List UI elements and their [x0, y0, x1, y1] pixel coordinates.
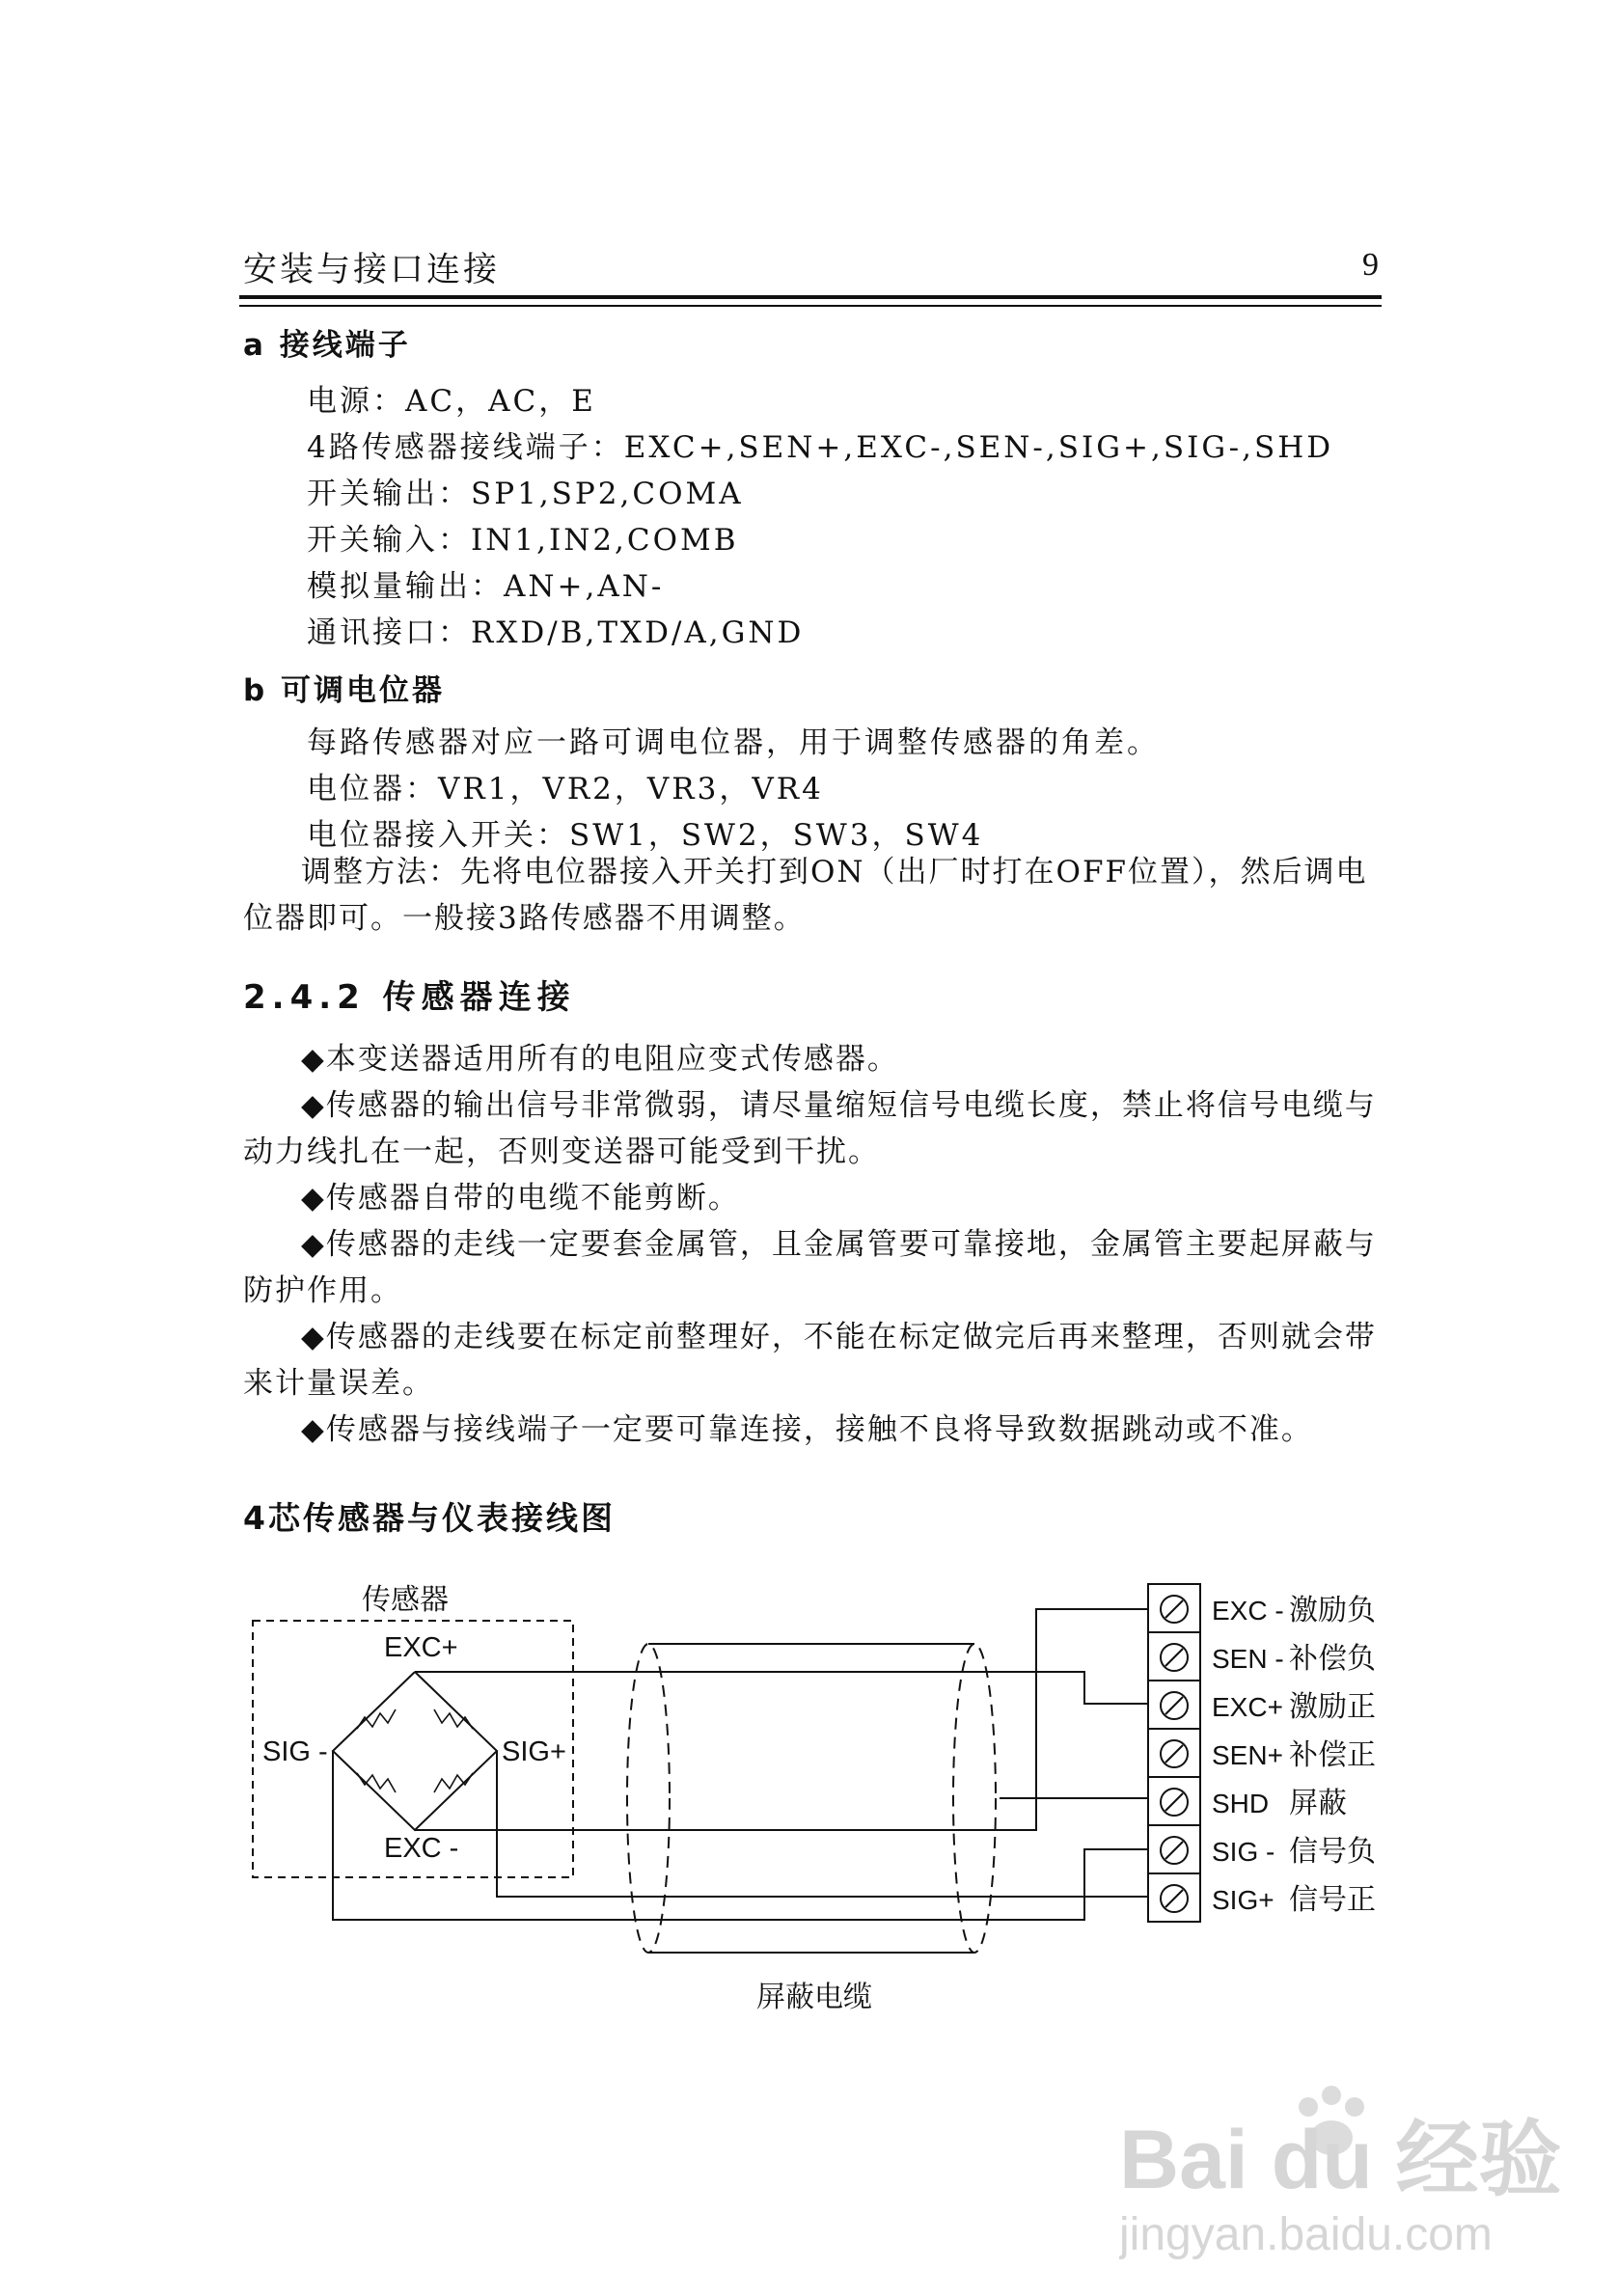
baidu-watermark	[1119, 2074, 1563, 2267]
terminal-code: SEN -	[1212, 1644, 1284, 1674]
resistor-icon	[434, 1709, 473, 1729]
section-a-line: 4路传感器接线端子：EXC+,SEN+,EXC-,SEN-,SIG+,SIG-,SHD	[307, 430, 1334, 465]
bullet-item: ◆本变送器适用所有的电阻应变式传感器。	[301, 1042, 899, 1077]
section-b-heading: b 可调电位器	[243, 673, 445, 708]
terminal-code: SHD	[1212, 1789, 1270, 1818]
bullet-item: ◆传感器与接线端子一定要可靠连接，接触不良将导致数据跳动或不准。	[301, 1412, 1313, 1447]
screw-terminal-icon	[1161, 1837, 1188, 1864]
bridge-left-label: SIG -	[262, 1736, 328, 1767]
header-rule-thick	[239, 295, 1382, 299]
resistor-icon	[434, 1773, 473, 1792]
screw-terminal-icon	[1161, 1789, 1188, 1816]
screw-terminal-icon	[1161, 1740, 1188, 1767]
page-header-title: 安装与接口连接	[243, 251, 501, 289]
screw-terminal-icon	[1161, 1644, 1188, 1671]
section-a-line: 通讯接口：RXD/B,TXD/A,GND	[307, 615, 805, 650]
section-b-line: 电位器接入开关：SW1，SW2，SW3，SW4	[307, 818, 984, 853]
watermark-url: jingyan.baidu.com	[1119, 2209, 1493, 2260]
terminal-desc: 激励正	[1289, 1690, 1376, 1724]
resistor-icon	[357, 1773, 396, 1792]
terminal-desc: 激励负	[1289, 1594, 1376, 1627]
section-b-line: 电位器：VR1，VR2，VR3，VR4	[307, 772, 824, 806]
terminal-code: EXC+	[1212, 1692, 1283, 1722]
diagram-title: 4芯传感器与仪表接线图	[243, 1499, 616, 1537]
section-b-line: 每路传感器对应一路可调电位器，用于调整传感器的角差。	[307, 725, 1160, 760]
section-a-line: 电源：AC，AC，E	[307, 384, 596, 419]
header-rule-thin	[239, 305, 1382, 307]
terminal-desc: 补偿负	[1289, 1642, 1376, 1676]
bridge-top-label: EXC+	[384, 1632, 458, 1663]
screw-terminal-icon	[1161, 1885, 1188, 1912]
bullet-item: ◆传感器的走线要在标定前整理好，不能在标定做完后再来整理，否则就会带来计量误差。	[243, 1320, 1377, 1401]
resistor-icon	[357, 1709, 396, 1729]
terminal-code: SIG+	[1212, 1885, 1274, 1915]
screw-terminal-icon	[1161, 1692, 1188, 1719]
section-a-line: 开关输出：SP1,SP2,COMA	[307, 477, 744, 511]
terminal-desc: 信号正	[1289, 1883, 1376, 1917]
bridge-bottom-label: EXC -	[384, 1833, 459, 1864]
section-b-paragraph: 调整方法：先将电位器接入开关打到ON（出厂时打在OFF位置），然后调电位器即可。一般接3路传感器不用调整。	[243, 855, 1368, 936]
sensor-label: 传感器	[362, 1583, 449, 1617]
terminal-code: SEN+	[1212, 1740, 1283, 1770]
bullet-item: ◆传感器自带的电缆不能剪断。	[301, 1181, 740, 1216]
watermark-brand: Bai du 经验	[1119, 2114, 1562, 2206]
screw-terminal-icon	[1161, 1596, 1188, 1623]
terminal-desc: 信号负	[1289, 1835, 1376, 1869]
page-number: 9	[1362, 247, 1379, 283]
terminal-desc: 屏蔽	[1289, 1787, 1347, 1820]
cable-label: 屏蔽电缆	[756, 1981, 872, 2014]
section-a-heading: a 接线端子	[243, 328, 411, 363]
wheatstone-bridge	[333, 1672, 497, 1830]
section-242-heading: 2.4.2 传感器连接	[243, 978, 576, 1017]
bullet-item: ◆传感器的走线一定要套金属管，且金属管要可靠接地，金属管主要起屏蔽与防护作用。	[243, 1227, 1377, 1308]
shielded-cable	[627, 1644, 996, 1953]
wiring-diagram	[0, 1524, 1617, 2026]
terminal-code: EXC -	[1212, 1596, 1284, 1626]
terminal-desc: 补偿正	[1289, 1738, 1376, 1772]
section-a-line: 模拟量输出：AN+,AN-	[307, 569, 665, 604]
bridge-right-label: SIG+	[502, 1736, 566, 1767]
bullet-item: ◆传感器的输出信号非常微弱，请尽量缩短信号电缆长度，禁止将信号电缆与动力线扎在一起，否则变送器可能受到干扰。	[243, 1088, 1377, 1169]
terminal-code: SIG -	[1212, 1837, 1275, 1867]
section-a-line: 开关输入：IN1,IN2,COMB	[307, 523, 739, 558]
